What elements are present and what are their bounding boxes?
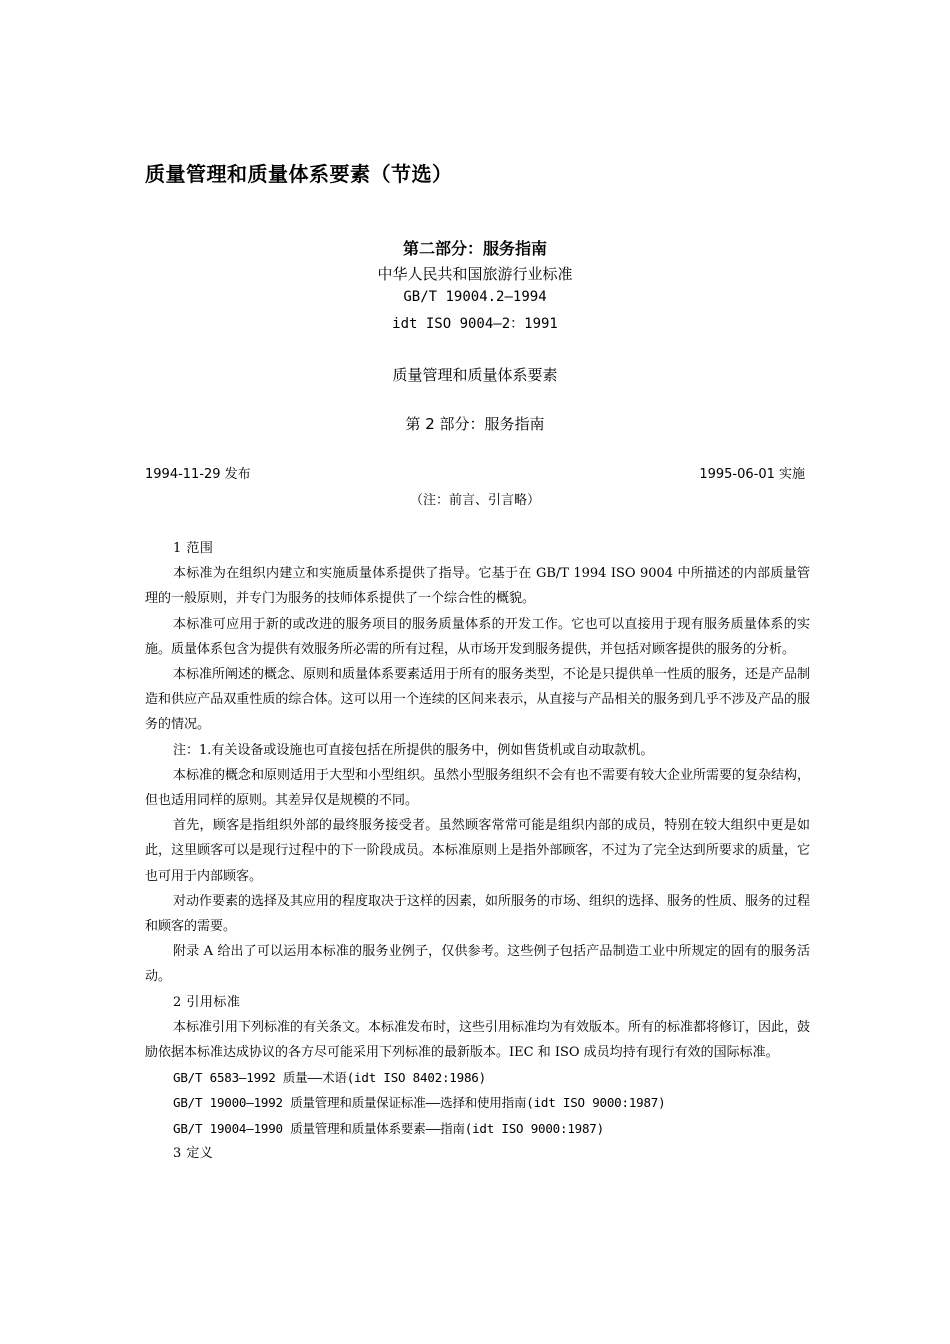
- omitted-note: （注：前言、引言略）: [409, 493, 540, 508]
- standard-title: 质量管理和质量体系要素: [392, 366, 558, 384]
- reference-item: GB/T 19004—1990 质量管理和质量体系要素——指南(idt ISO 9000:1987): [173, 1120, 604, 1136]
- document-title: 质量管理和质量体系要素（节选）: [145, 162, 453, 186]
- standard-code: GB/T 19004.2—1994: [403, 289, 547, 305]
- section-heading-references: 2 引用标准: [173, 994, 241, 1010]
- paragraph: 首先，顾客是指组织外部的最终服务接受者。虽然顾客常常可能是组织内部的成员，特别在较大组织中更是如此，这里顾客可以是现行过程中的下一阶段成员。本标准原则上是指外部顾客，不过为了完全达到所要求的质量，它也可用于内部顾客。: [145, 818, 810, 884]
- section-heading-definitions: 3 定义: [173, 1145, 214, 1161]
- part2-heading: 第 2 部分：服务指南: [405, 415, 545, 433]
- paragraph: 对动作要素的选择及其应用的程度取决于这样的因素，如所服务的市场、组织的选择、服务的性质、服务的过程和顾客的需要。: [145, 893, 811, 935]
- note-paragraph: 注：1.有关设备或设施也可直接包括在所提供的服务中，例如售货机或自动取款机。: [173, 742, 654, 758]
- document-body: [145, 536, 810, 1166]
- part-heading: 第二部分：服务指南: [402, 239, 547, 258]
- paragraph: 附录 A 给出了可以运用本标准的服务业例子，仅供参考。这些例子包括产品制造工业中所规定的固有的服务活动。: [145, 944, 810, 985]
- reference-item: GB/T 19000—1992 质量管理和质量保证标准——选择和使用指南(idt ISO 9000:1987): [173, 1095, 666, 1111]
- paragraph: 本标准的概念和原则适用于大型和小型组织。虽然小型服务组织不会有也不需要有较大企业所需要的复杂结构，但也适用同样的原则。其差异仅是规模的不同。: [145, 767, 811, 809]
- section-heading-scope: 1 范围: [173, 541, 214, 556]
- published-date: 1994-11-29 发布: [145, 467, 251, 482]
- paragraph: 本标准为在组织内建立和实施质量体系提供了指导。它基于在 GB/T 1994 ISO 9004 中所描述的内部质量管理的一般原则，并专门为服务的技师体系提供了一个综合性的概貌。: [145, 566, 810, 607]
- paragraph: 本标准所阐述的概念、原则和质量体系要素适用于所有的服务类型，不论是只提供单一性质的服务，还是产品制造和供应产品双重性质的综合体。这可以用一个连续的区间来表示，从直接与产品相关的服务到几乎不涉及产品的服务的情况。: [145, 667, 811, 733]
- standard-body: 中华人民共和国旅游行业标准: [377, 265, 573, 283]
- idt-code: idt ISO 9004—2：1991: [392, 316, 558, 332]
- effective-date: 1995-06-01 实施: [699, 467, 805, 482]
- paragraph: 本标准可应用于新的或改进的服务项目的服务质量体系的开发工作。它也可以直接用于现有服务质量体系的实施。质量体系包含为提供有效服务所必需的所有过程，从市场开发到服务提供，并包括对顾客提供的服务的分析。: [145, 616, 810, 657]
- paragraph: 本标准引用下列标准的有关条文。本标准发布时，这些引用标准均为有效版本。所有的标准都将修订，因此，鼓励依据本标准达成协议的各方尽可能采用下列标准的最新版本。IEC 和 ISO 成员均持有现行有效的国际标准。: [145, 1019, 811, 1061]
- reference-item: GB/T 6583—1992 质量——术语(idt ISO 8402:1986): [173, 1070, 486, 1086]
